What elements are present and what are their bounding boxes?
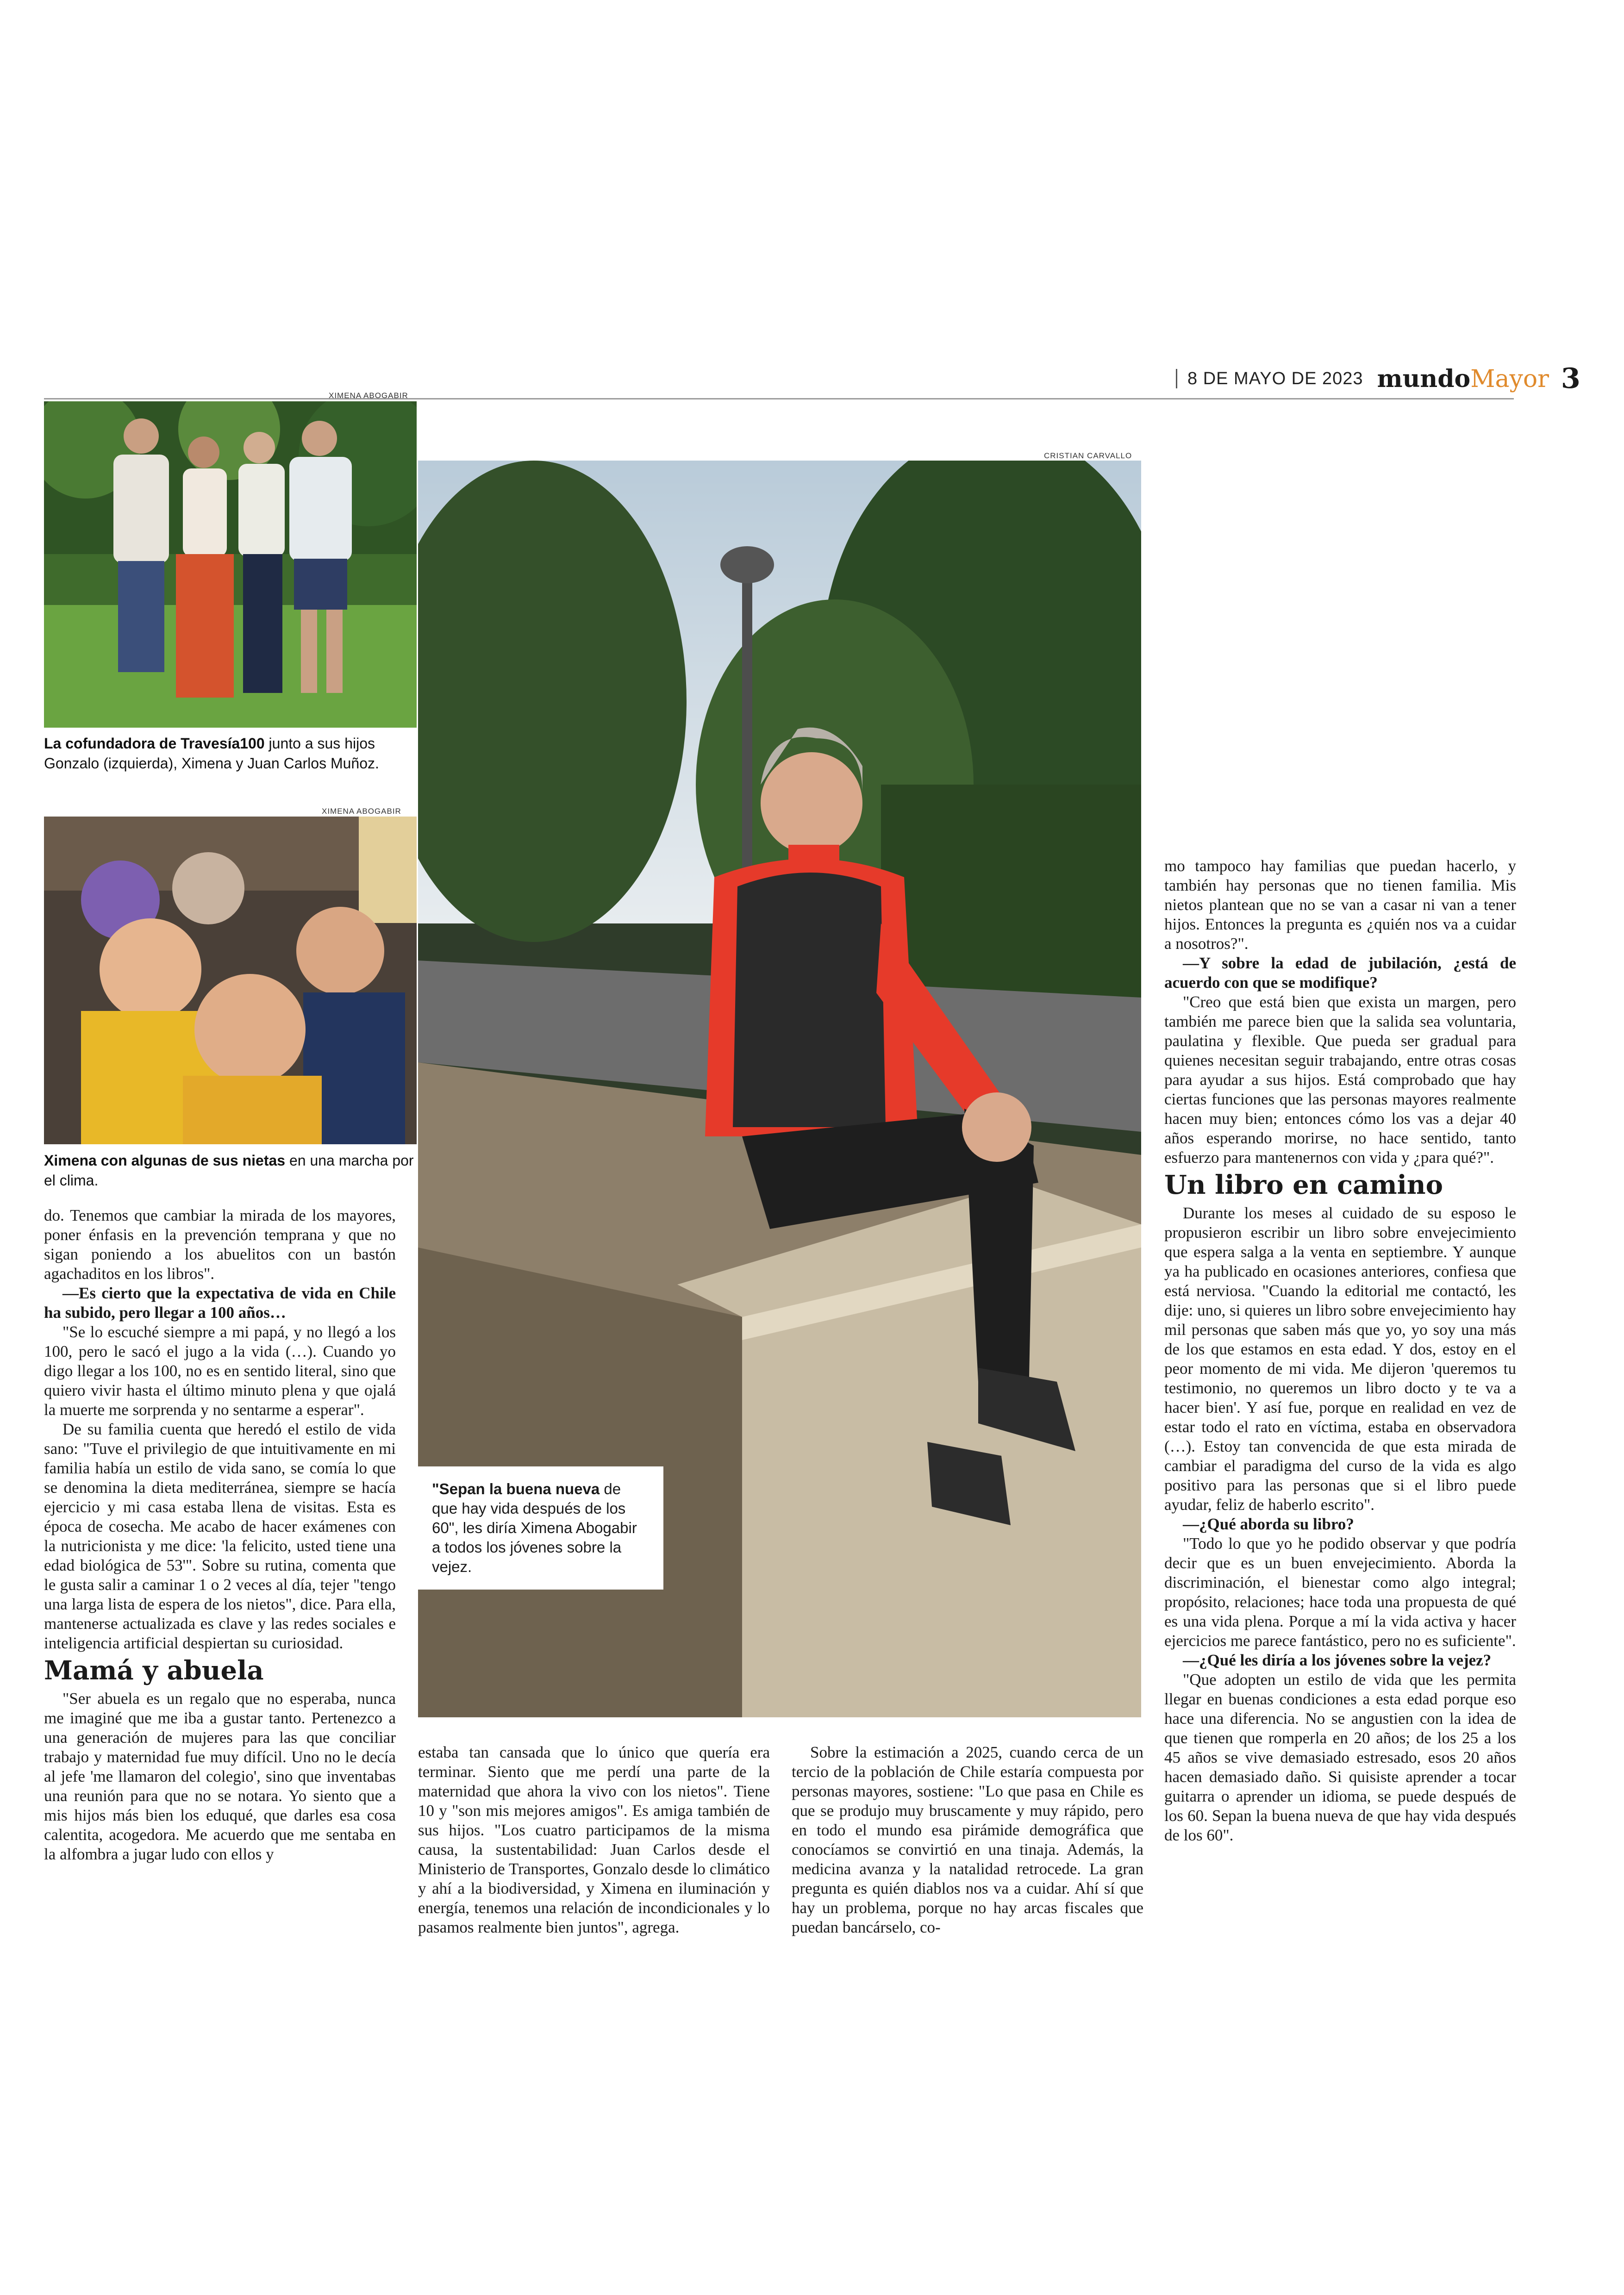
caption-family-text: junto a sus hijos Gonzalo (izquierda), Ximena y Juan Carlos Muñoz.	[44, 735, 379, 772]
interview-question: —¿Qué aborda su libro?	[1183, 1515, 1354, 1533]
paragraph: Sobre la estimación a 2025, cuando cerca de un tercio de la población de Chile estaría compuesta por personas mayores, sostiene: "Lo que pasa en Chile es que se produjo muy bruscamente y muy rápido, pero en todo el mundo esa pirámide demográfica que conocíamos se convirtió en una tinaja. Además, la medicina avanza y la natalidad retrocede. La gran pregunta es quién diablos nos va a cuidar. Ahí sí que hay un problema, porque no hay arcas fiscales que puedan bancárselo, co-	[792, 1743, 1143, 1936]
pull-quote	[418, 1466, 663, 1590]
caption-family-bold: La cofundadora de Travesía100	[44, 735, 265, 752]
article-column-3	[792, 1743, 1143, 1937]
brand-main: mundo	[1377, 364, 1471, 393]
header-rule	[44, 398, 1514, 399]
subheading-mama-abuela: Mamá y abuela	[44, 1655, 264, 1686]
interview-question: —Y sobre la edad de jubilación, ¿está de acuerdo con que se modifique?	[1164, 954, 1516, 992]
caption-granddaughters-bold: Ximena con algunas de sus nietas	[44, 1152, 286, 1169]
article-column-2	[418, 1743, 770, 1937]
granddaughters-photo	[44, 817, 417, 1144]
photo-credit-main: CRISTIAN CARVALLO	[1044, 451, 1132, 460]
paragraph: "Ser abuela es un regalo que no esperaba, nunca me imaginé que me iba a gustar tanto. Pertenezco a una generación de mujeres para las que conciliar trabajo y maternidad fue muy difícil. Uno no le decía al jefe 'me llamaron del colegio', sino que inventabas una reunión para que no se notara. Yo siento que a mis hijos más bien los eduqué, que darles esa cosa calentita, acogedora. Me acuerdo que me sentaba en la alfombra a jugar ludo con ellos y	[44, 1690, 396, 1863]
caption-granddaughters-text: en una marcha por el clima.	[44, 1152, 414, 1189]
article-column-1-top	[44, 1206, 396, 1864]
section-brand	[1377, 365, 1549, 393]
subheading-libro: Un libro en camino	[1164, 1170, 1443, 1200]
paragraph: estaba tan cansada que lo único que quería era terminar. Siento que me perdí una parte de la maternidad que ahora la vivo con los nietos". Tiene 10 y "son mis mejores amigos". Es amiga también de sus hijos. "Los cuatro participamos de la misma causa, la sustentabilidad: Juan Carlos desde el Ministerio de Transportes, Gonzalo desde lo climático y ahí a la biodiversidad, y Ximena en iluminación y energía, tenemos una relación de incondicionales y lo pasamos realmente bien juntos", agrega.	[418, 1743, 770, 1936]
paragraph: do. Tenemos que cambiar la mirada de los mayores, poner énfasis en la prevención temprana y que no sigan poniendo a los abuelitos con un bastón agachaditos en los libros".	[44, 1206, 396, 1283]
family-photo	[44, 401, 417, 728]
brand-accent: Mayor	[1470, 365, 1549, 393]
article-column-4	[1164, 856, 1516, 1845]
paragraph: "Que adopten un estilo de vida que les permita llegar en buenas condiciones a esta edad porque eso hace una diferencia. No se angustien con la idea de que tienen que romperla en 20 años; de los 25 a los 45 años se vive demasiado estresado, esos 20 años hacen demasiado daño. Si quisiste aprender a tocar guitarra o aprender un idioma, se puede después de los 60. Sepan la buena nueva de que hay vida después de los 60".	[1164, 1671, 1516, 1844]
paragraph: "Se lo escuché siempre a mi papá, y no llegó a los 100, pero le sacó el jugo a la vida (…). Cuando yo digo llegar a los 100, no es en sentido literal, sino que quiero vivir hasta el último minuto plena y que ojalá la muerte me sorprenda y no sentarme a esperar".	[44, 1323, 396, 1419]
pull-quote-bold: "Sepan la buena nueva	[432, 1480, 600, 1497]
interview-question: —Es cierto que la expectativa de vida en Chile ha subido, pero llegar a 100 años…	[44, 1284, 396, 1322]
paragraph: De su familia cuenta que heredó el estilo de vida sano: "Tuve el privilegio de que intuitivamente en mi familia había un estilo de vida sano, se comía lo que se denomina la dieta mediterránea, siempre se hacía ejercicio y mi casa estaba llena de visitas. Esta es época de cosecha. Me acabo de hacer exámenes con la nutricionista y me dice: 'la felicito, usted tiene una edad biológica de 53'". Sobre su rutina, comenta que le gusta salir a caminar 1 o 2 veces al día, tejer "tengo una larga lista de espera de los nietos", dice. Para ella, mantenerse actualizada es clave y las redes sociales e inteligencia artificial despiertan su curiosidad.	[44, 1420, 396, 1652]
page-number: 3	[1561, 362, 1580, 395]
paragraph: Durante los meses al cuidado de su esposo le propusieron escribir un libro sobre envejecimiento que espera salga a la venta en septiembre. Y aunque ya ha publicado en ocasiones anteriores, confiesa que está nerviosa. "Cuando la editorial me contactó, les dije: uno, si quieres un libro sobre envejecimiento hay mil personas que saben más que yo, yo soy una más de los que estamos en esta edad. Y dos, estoy en el peor momento de mi vida. Me dijeron 'queremos tu testimonio, no queremos un libro docto y te va a hacer bien'. Y así fue, porque en realidad en vez de estar todo el rato en víctima, estaba en observadora (…). Estoy tan convencida de que esta mirada de cambiar el paradigma del curso de la vida es algo positivo para las personas que si el libro puede ayudar, feliz de haberlo escrito".	[1164, 1204, 1516, 1514]
caption-family	[44, 734, 414, 773]
interview-question: —¿Qué les diría a los jóvenes sobre la vejez?	[1183, 1651, 1492, 1669]
pull-quote-text: de que hay vida después de los 60", les diría Ximena Abogabir a todos los jóvenes sobre la vejez.	[432, 1480, 637, 1575]
paragraph: "Creo que está bien que exista un margen, pero también me parece bien que la salida sea voluntaria, paulatina y flexible. Que pueda ser gradual para quienes necesitan seguir trabajando, entre otras cosas para ayudar a sus hijos. Está comprobado que hay ciertas funciones que las personas mayores realmente hacen muy bien; entonces cómo los vas a dejar 40 años esperando morirse, no hace sentido, tanto esfuerzo para mantenernos con vida y ¿para qué?".	[1164, 993, 1516, 1166]
paragraph: mo tampoco hay familias que puedan hacerlo, y también hay personas que no tienen familia. Mis nietos plantean que no se van a casar ni van a tener hijos. Entonces la pregunta es ¿quién nos va a cuidar a nosotros?".	[1164, 857, 1516, 953]
header-divider	[1176, 369, 1177, 388]
photo-credit-granddaughters: XIMENA ABOGABIR	[322, 807, 401, 816]
page-header	[1176, 362, 1580, 395]
caption-granddaughters	[44, 1151, 414, 1191]
paragraph: "Todo lo que yo he podido observar y que podría decir que es un buen envejecimiento. Aborda la discriminación, el bienestar como algo integral; propósito, relaciones; hace toda una propuesta de qué es una vida plena. Porque a mí la vida activa y hacer ejercicios me parece fantástico, pero no es suficiente".	[1164, 1534, 1516, 1650]
photo-credit-family: XIMENA ABOGABIR	[329, 391, 408, 400]
issue-date: 8 DE MAYO DE 2023	[1187, 368, 1363, 388]
